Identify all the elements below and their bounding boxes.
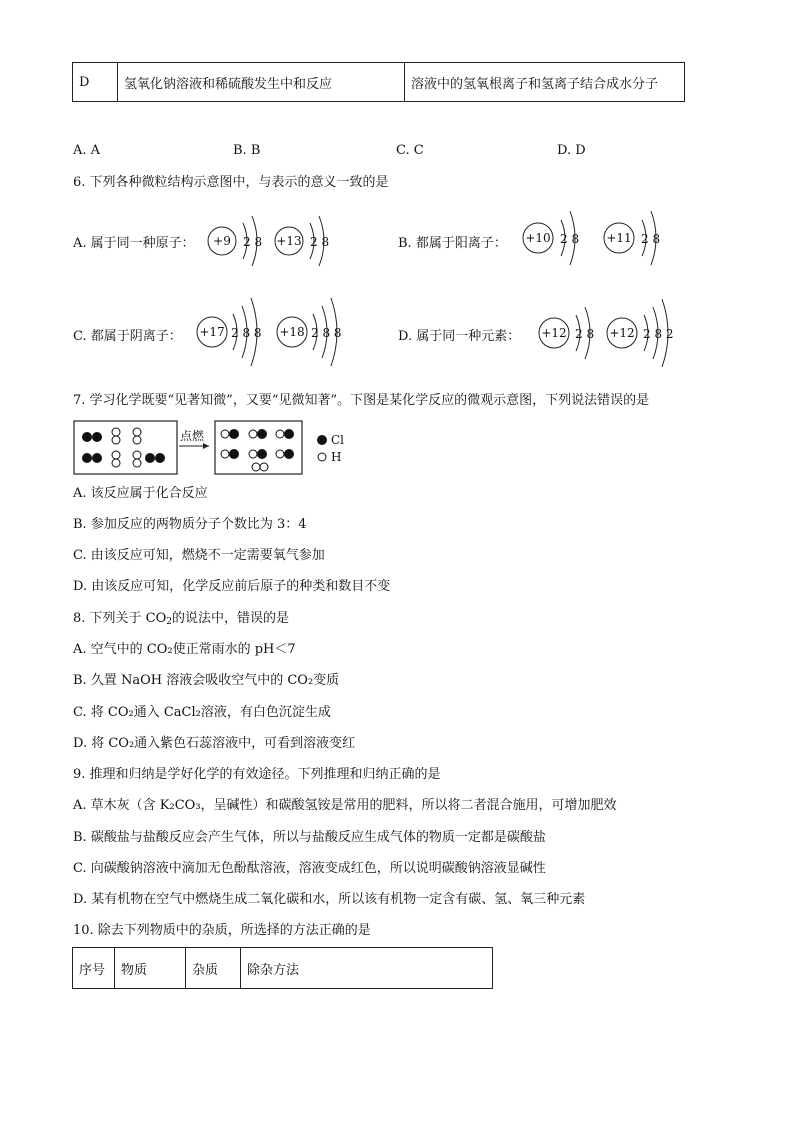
q6-atom-diagrams xyxy=(0,195,794,380)
q10-table xyxy=(72,947,493,989)
table-cell-explanation: 溶液中的氢氧根离子和氢离子结合成水分子 xyxy=(405,63,685,102)
q8-stem-pre: 8. 下列关于 CO xyxy=(73,611,167,626)
atom-d1-charge: +12 xyxy=(541,326,567,340)
q5-option-d[interactable]: D. D xyxy=(557,143,586,158)
table-header-impurity: 杂质 xyxy=(186,948,241,989)
q8-option-b[interactable]: B. 久置 NaOH 溶液会吸收空气中的 CO₂变质 xyxy=(73,673,340,688)
q8-option-d[interactable]: D. 将 CO₂通入紫色石蕊溶液中，可看到溶液变红 xyxy=(73,736,356,751)
q9-option-a[interactable]: A. 草木灰（含 K₂CO₃，呈碱性）和碳酸氢铵是常用的肥料，所以将二者混合施用，可增加肥效 xyxy=(73,798,617,813)
legend-h-swatch xyxy=(318,453,326,461)
q7-stem: 7. 学习化学既要“见著知微”，又要“见微知著”。下图是某化学反应的微观示意图，下列说法错误的是 xyxy=(73,393,650,408)
q9-stem: 9. 推理和归纳是学好化学的有效途径。下列推理和归纳正确的是 xyxy=(73,767,441,782)
atom-d2-shells: 2 8 2 xyxy=(643,327,674,341)
atom-c2-shells: 2 8 8 xyxy=(311,326,342,340)
table-header-method: 除杂方法 xyxy=(241,948,493,989)
atom-b2-charge: +11 xyxy=(606,231,632,245)
q5-option-a[interactable]: A. A xyxy=(73,143,101,158)
atom-c1-charge: +17 xyxy=(199,325,225,339)
table-header-substance: 物质 xyxy=(115,948,186,989)
q9-option-b[interactable]: B. 碳酸盐与盐酸反应会产生气体，所以与盐酸反应生成气体的物质一定都是碳酸盐 xyxy=(73,830,546,845)
legend-cl-label: Cl xyxy=(331,433,345,447)
q8-option-c[interactable]: C. 将 CO₂通入 CaCl₂溶液，有白色沉淀生成 xyxy=(73,705,331,720)
legend-cl-swatch xyxy=(317,435,327,445)
atom-a2-shells: 2 8 xyxy=(310,235,330,249)
q6-option-d-label[interactable]: D. 属于同一种元素： xyxy=(398,329,521,344)
table-cell-reaction: 氢氧化钠溶液和稀硫酸发生中和反应 xyxy=(118,63,405,102)
atom-b1-charge: +10 xyxy=(525,231,551,245)
atom-d1-shells: 2 8 xyxy=(575,327,595,341)
q6-stem: 6. 下列各种微粒结构示意图中，与表示的意义一致的是 xyxy=(73,175,389,190)
atom-c2-charge: +18 xyxy=(279,325,305,339)
table-header-index: 序号 xyxy=(73,948,115,989)
q6-option-c-label[interactable]: C. 都属于阴离子： xyxy=(73,329,182,344)
q10-stem: 10. 除去下列物质中的杂质，所选择的方法正确的是 xyxy=(73,923,371,938)
q8-stem: 8. 下列关于 $CO_2$的说法中，错误的是 xyxy=(73,611,290,627)
atom-b1-shells: 2 8 xyxy=(560,232,580,246)
atom-b2-shells: 2 8 xyxy=(641,232,661,246)
atom-c1-shells: 2 8 8 xyxy=(231,326,262,340)
q9-option-d[interactable]: D. 某有机物在空气中燃烧生成二氧化碳和水，所以该有机物一定含有碳、氢、氧三种元素 xyxy=(73,892,586,907)
q8-option-a[interactable]: A. 空气中的 CO₂使正常雨水的 pH＜7 xyxy=(73,642,296,657)
q6-option-a-label[interactable]: A. 属于同一种原子： xyxy=(73,236,195,251)
table-row xyxy=(73,948,493,989)
legend-h-label: H xyxy=(331,450,342,464)
q7-option-d[interactable]: D. 由该反应可知，化学反应前后原子的种类和数目不变 xyxy=(73,579,391,594)
q9-option-c[interactable]: C. 向碳酸钠溶液中滴加无色酚酞溶液，溶液变成红色，所以说明碳酸钠溶液显碱性 xyxy=(73,861,546,876)
q8-stem-post: 的说法中，错误的是 xyxy=(172,611,290,626)
atom-a1-shells: 2 8 xyxy=(243,235,263,249)
table-cell-letter: D xyxy=(73,63,118,102)
q7-option-a[interactable]: A. 该反应属于化合反应 xyxy=(73,486,208,501)
q5-option-c[interactable]: C. C xyxy=(396,143,424,158)
atom-d2-charge: +12 xyxy=(609,326,635,340)
arrow-label: 点燃 xyxy=(180,429,205,443)
answer-table-top xyxy=(72,62,685,102)
atom-a2-charge: +13 xyxy=(276,234,302,248)
atom-a1-charge: +9 xyxy=(213,234,231,248)
q7-option-c[interactable]: C. 由该反应可知，燃烧不一定需要氧气参加 xyxy=(73,548,325,563)
q5-option-b[interactable]: B. B xyxy=(233,143,261,158)
q7-option-b[interactable]: B. 参加反应的两物质分子个数比为 3：4 xyxy=(73,517,307,532)
q7-reaction-diagram xyxy=(70,416,360,478)
q6-option-b-label[interactable]: B. 都属于阳离子： xyxy=(398,236,507,251)
reactants-box xyxy=(74,421,177,474)
